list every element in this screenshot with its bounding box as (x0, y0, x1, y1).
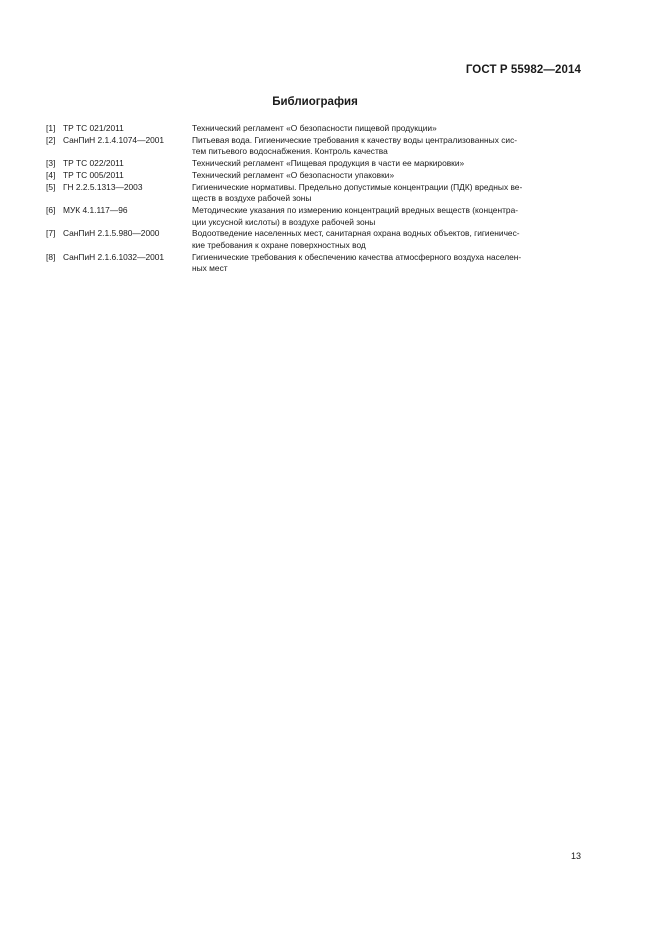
entry-number: [3] (46, 158, 56, 169)
entry-description (192, 158, 582, 170)
entry-description-line: Питьевая вода. Гигиенические требования к качеству воды централизованных сис- (192, 134, 518, 145)
bibliography-entry (46, 158, 582, 170)
bibliography-entry (46, 123, 582, 135)
document-code: ГОСТ Р 55982—2014 (465, 64, 581, 76)
entry-number: [6] (46, 204, 56, 215)
entry-number: [7] (46, 228, 56, 239)
entry-description (192, 182, 582, 205)
bibliography-entry (46, 228, 582, 251)
entry-description-line: Гигиенические нормативы. Предельно допустимые концентрации (ПДК) вредных ве- (192, 181, 523, 192)
entry-number: [4] (46, 169, 56, 180)
entry-reference: ТР ТС 021/2011 (63, 123, 124, 133)
entry-description-line: кие требования к охране поверхностных вод (192, 240, 366, 251)
entry-reference: ГН 2.2.5.1313—2003 (63, 181, 143, 192)
entry-description-line: ществ в воздухе рабочей зоны (192, 193, 312, 204)
entry-reference: МУК 4.1.117—96 (63, 204, 128, 215)
bibliography-list (46, 123, 582, 275)
entry-description-line: ции уксусной кислоты) в воздухе рабочей зоны (192, 216, 376, 227)
entry-description (192, 205, 582, 228)
entry-number: [2] (46, 134, 56, 145)
entry-description (192, 228, 582, 251)
entry-number: [1] (46, 123, 56, 133)
entry-description (192, 135, 582, 158)
entry-number: [5] (46, 181, 56, 192)
bibliography-entry (46, 170, 582, 182)
entry-description-line: тем питьевого водоснабжения. Контроль качества (192, 146, 388, 157)
bibliography-entry (46, 205, 582, 228)
bibliography-entry (46, 252, 582, 275)
entry-reference: СанПиН 2.1.5.980—2000 (63, 228, 160, 239)
entry-description-line: Водоотведение населенных мест, санитарная охрана водных объектов, гигиеничес- (192, 228, 520, 239)
entry-description-line: Технический регламент «Пищевая продукция в части ее маркировки» (192, 158, 465, 169)
entry-description-line: Методические указания по измерению концентраций вредных веществ (концентра- (192, 204, 519, 215)
entry-description-line: ных мест (192, 263, 228, 274)
entry-description (192, 252, 582, 275)
entry-description (192, 170, 582, 182)
entry-description-line: Технический регламент «О безопасности упаковки» (192, 169, 395, 180)
entry-description-line: Гигиенические требования к обеспечению качества атмосферного воздуха населен- (192, 251, 522, 262)
entry-description-line: Технический регламент «О безопасности пищевой продукции» (192, 123, 437, 133)
bibliography-title: Библиография (272, 96, 358, 108)
bibliography-entry (46, 135, 582, 158)
entry-reference: ТР ТС 022/2011 (63, 158, 124, 169)
entry-number: [8] (46, 251, 56, 262)
entry-description (192, 123, 582, 135)
page-number: 13 (570, 851, 581, 861)
entry-reference: ТР ТС 005/2011 (63, 169, 124, 180)
entry-reference: СанПиН 2.1.6.1032—2001 (63, 251, 165, 262)
bibliography-entry (46, 182, 582, 205)
entry-reference: СанПиН 2.1.4.1074—2001 (63, 134, 165, 145)
